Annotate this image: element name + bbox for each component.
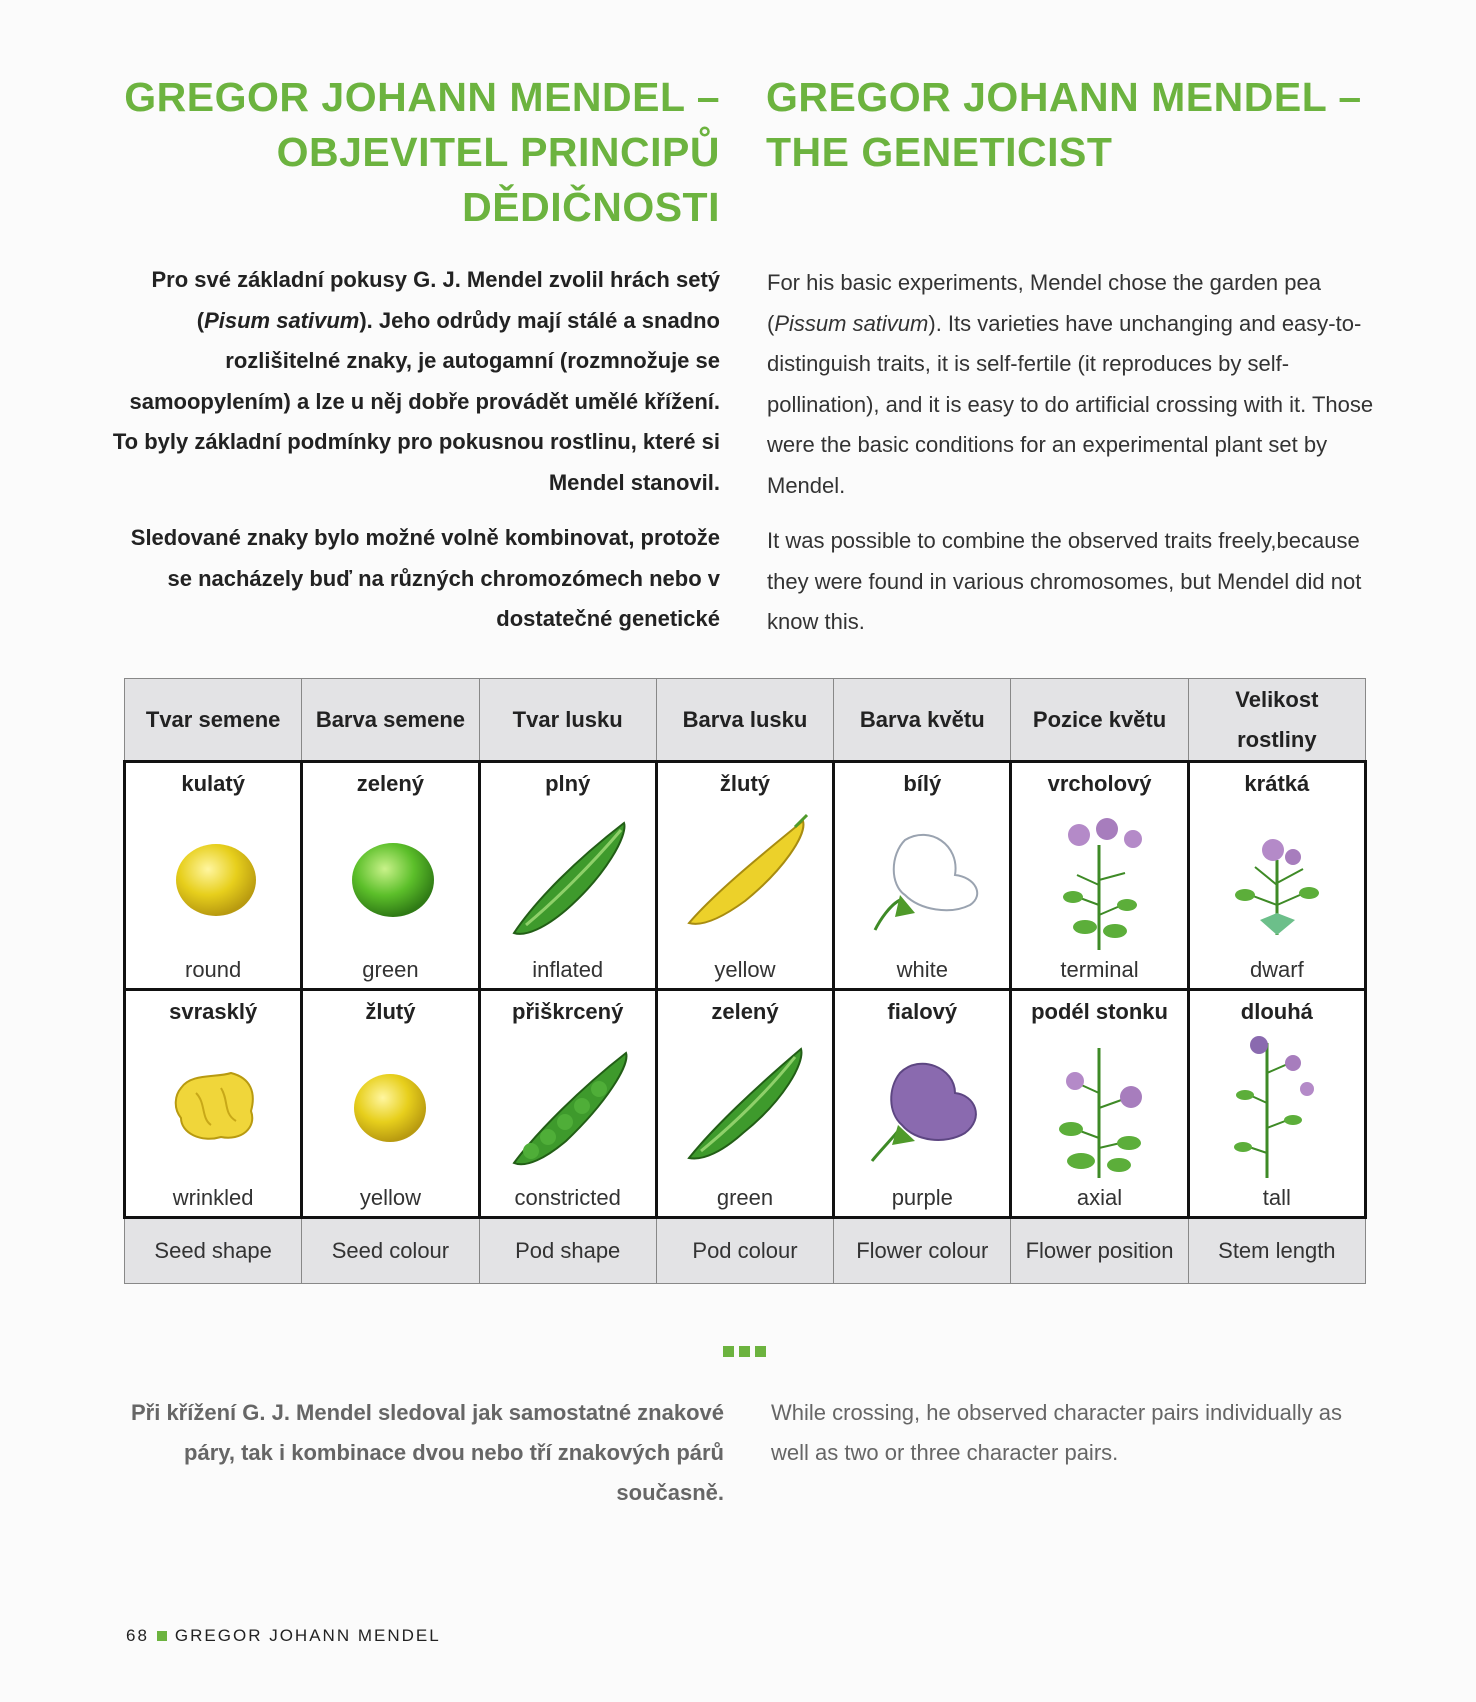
trait-name-cz: kulatý — [181, 771, 245, 796]
dwarf-plant-icon — [1215, 805, 1340, 950]
trait-cell — [1011, 762, 1188, 990]
trait-name-en: wrinkled — [172, 1185, 254, 1210]
trait-name-cz: přiškrcený — [512, 999, 624, 1024]
trait-cell — [479, 990, 656, 1218]
footer-square-icon — [157, 1631, 167, 1641]
table-footer-row — [125, 1218, 1366, 1284]
constricted-pod-icon — [506, 1033, 631, 1178]
page-footer — [126, 1626, 441, 1646]
running-head: GREGOR JOHANN MENDEL — [174, 1626, 441, 1645]
footer-cell: Pod colour — [656, 1218, 833, 1284]
english-p2-text: It was possible to combine the observed traits freely,because they were found in various chromosomes, but Mendel did not know this. — [767, 528, 1362, 634]
title-czech: GREGOR JOHANN MENDEL – OBJEVITEL PRINCIPŮ DĚDIČNOSTI — [124, 74, 720, 230]
english-p1-text-b: ). Its varieties have unchanging and easy-to-distinguish traits, it is self-fertile (it reproduces by self-pollination), and it is easy to do artificial crossing with it. Those were the basic conditions for an experimental plant set by Mendel. — [767, 310, 1374, 498]
round-yellow-pea-icon — [151, 805, 276, 950]
axial-flower-plant-icon — [1037, 1033, 1162, 1178]
terminal-flower-plant-icon — [1037, 805, 1162, 950]
footer-cell: Pod shape — [479, 1218, 656, 1284]
trait-name-en: axial — [1076, 1185, 1123, 1210]
note-czech: Při křížení G. J. Mendel sledoval jak samostatné znakové páry, tak i kombinace dvou nebo tří znakových párů současně. — [130, 1400, 724, 1505]
trait-cell — [125, 762, 302, 990]
green-pea-icon — [328, 805, 453, 950]
trait-name-en: green — [362, 957, 419, 982]
trait-cell — [1188, 990, 1365, 1218]
trait-name-cz: fialový — [887, 999, 958, 1024]
trait-cell — [302, 990, 479, 1218]
header-cell: Barva lusku — [656, 679, 833, 762]
trait-cell — [834, 762, 1011, 990]
trait-name-cz: zelený — [356, 771, 425, 796]
trait-name-cz: zelený — [711, 999, 779, 1024]
footer-cell: Flower position — [1011, 1218, 1188, 1284]
trait-name-cz: vrcholový — [1047, 771, 1152, 796]
trait-cell — [302, 762, 479, 990]
header-cell: Velikost rostliny — [1188, 679, 1365, 762]
inflated-pod-icon — [506, 805, 631, 950]
trait-cell — [1011, 990, 1188, 1218]
trait-name-cz: krátká — [1244, 771, 1310, 796]
table-header-row — [125, 679, 1366, 762]
trait-cell — [834, 990, 1011, 1218]
trait-name-cz: podél stonku — [1031, 999, 1168, 1024]
czech-p1-latin-name: Pisum sativum — [204, 307, 360, 333]
pea-traits-table — [123, 678, 1367, 1284]
trait-name-en: purple — [891, 1185, 953, 1210]
footer-cell: Flower colour — [834, 1218, 1011, 1284]
trait-cell — [656, 990, 833, 1218]
trait-cell — [479, 762, 656, 990]
trait-name-en: yellow — [359, 1185, 421, 1210]
english-p1-text-a: For his basic experiments, Mendel chose the garden pea ( — [767, 270, 1321, 336]
czech-paragraph-2 — [110, 518, 720, 640]
trait-name-en: yellow — [714, 957, 776, 982]
footer-cell: Seed colour — [302, 1218, 479, 1284]
trait-name-en: white — [896, 957, 948, 982]
footer-cell: Stem length — [1188, 1218, 1365, 1284]
white-flower-icon — [860, 805, 985, 950]
section-divider-dots — [723, 1346, 766, 1357]
trait-name-cz: plný — [545, 771, 591, 796]
note-english: While crossing, he observed character pairs individually as well as two or three character pairs. — [771, 1400, 1343, 1465]
title-english: GREGOR JOHANN MENDEL – THE GENETICIST — [766, 74, 1362, 175]
trait-name-en: terminal — [1060, 957, 1139, 982]
czech-paragraph-1 — [110, 260, 720, 503]
trait-name-en: constricted — [514, 1185, 621, 1210]
tall-plant-icon — [1215, 1033, 1340, 1178]
header-cell: Tvar lusku — [479, 679, 656, 762]
trait-name-cz: svrasklý — [169, 999, 258, 1024]
trait-cell — [125, 990, 302, 1218]
yellow-pod-icon — [683, 805, 808, 950]
table-row-dominant — [125, 762, 1366, 990]
english-p1-latin-name: Pissum sativum — [774, 310, 929, 336]
trait-name-en: inflated — [532, 957, 604, 982]
header-cell: Barva květu — [834, 679, 1011, 762]
czech-p2-text: Sledované znaky bylo možné volně kombinovat, protože se nacházely buď na různých chromozómech nebo v dostatečné genetické — [130, 525, 720, 631]
header-cell: Barva semene — [302, 679, 479, 762]
wrinkled-pea-icon — [151, 1033, 276, 1178]
czech-p1-text-a: Pro své základní pokusy G. J. Mendel zvolil hrách setý ( — [151, 267, 720, 333]
yellow-pea-icon — [328, 1033, 453, 1178]
english-paragraph-1 — [767, 263, 1377, 506]
header-cell: Pozice květu — [1011, 679, 1188, 762]
trait-name-cz: žlutý — [365, 999, 416, 1024]
purple-flower-icon — [860, 1033, 985, 1178]
trait-cell — [656, 762, 833, 990]
trait-name-cz: dlouhá — [1240, 999, 1313, 1024]
trait-name-en: green — [716, 1185, 774, 1210]
page-number: 68 — [126, 1626, 149, 1645]
green-pod-icon — [683, 1033, 808, 1178]
footer-cell: Seed shape — [125, 1218, 302, 1284]
trait-name-cz: bílý — [903, 771, 942, 796]
trait-name-en: dwarf — [1249, 957, 1304, 982]
english-paragraph-2 — [767, 521, 1377, 643]
header-cell: Tvar semene — [125, 679, 302, 762]
trait-name-cz: žlutý — [719, 771, 771, 796]
trait-name-en: tall — [1262, 1185, 1291, 1210]
czech-p1-text-b: ). Jeho odrůdy mají stálé a snadno rozlišitelné znaky, je autogamní (rozmnožuje se samoopylením) a lze u něj dobře provádět umělé křížení. To byly základní podmínky pro pokusnou rostlinu, které si Mendel stanovil. — [112, 307, 720, 495]
table-row-recessive — [125, 990, 1366, 1218]
trait-cell — [1188, 762, 1365, 990]
trait-name-en: round — [185, 957, 242, 982]
